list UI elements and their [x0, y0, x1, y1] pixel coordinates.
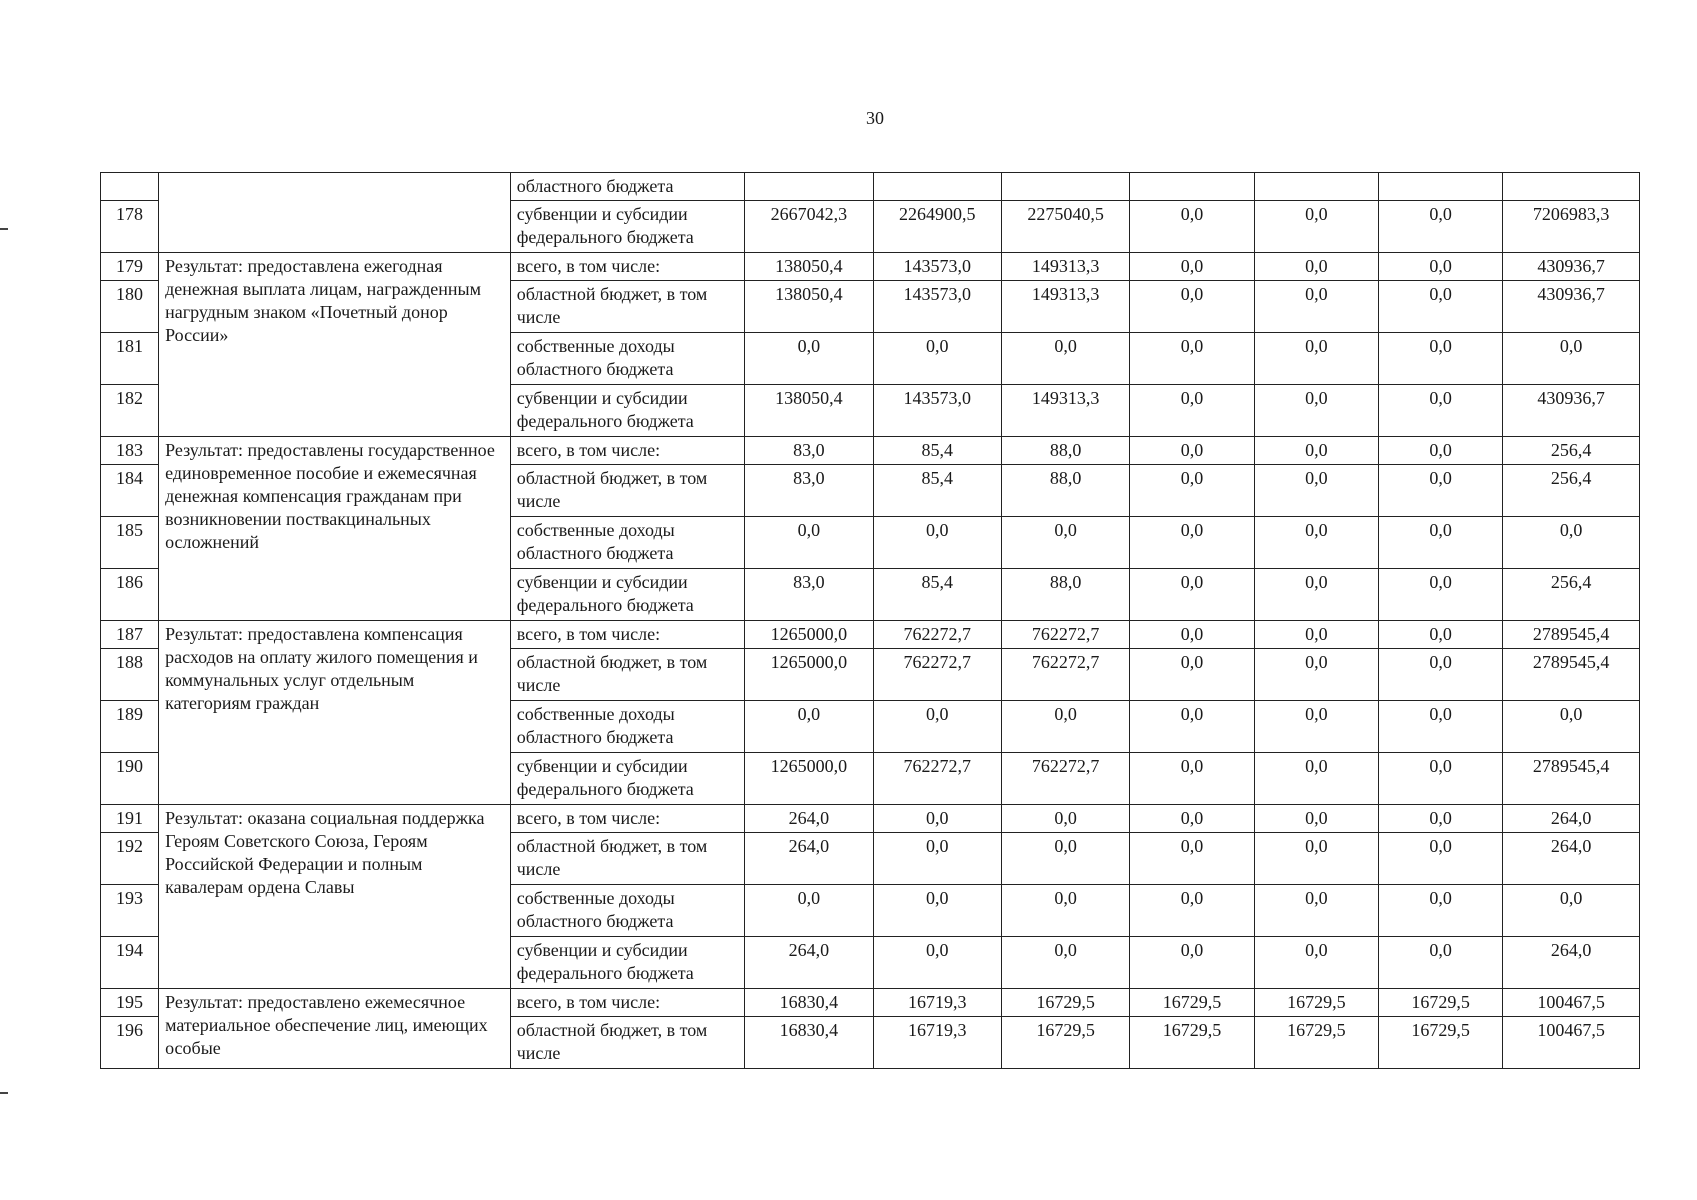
value-year-6: 0,0	[1379, 833, 1503, 885]
value-year-6: 0,0	[1379, 201, 1503, 253]
funding-source: областной бюджет, в том числе	[510, 281, 744, 333]
value-year-4: 0,0	[1130, 465, 1254, 517]
value-total: 2789545,4	[1503, 649, 1640, 701]
value-total: 0,0	[1503, 333, 1640, 385]
row-number: 191	[101, 805, 159, 833]
value-year-1: 0,0	[745, 885, 873, 937]
funding-source: всего, в том числе:	[510, 253, 744, 281]
value-year-1: 138050,4	[745, 253, 873, 281]
value-total: 0,0	[1503, 885, 1640, 937]
value-year-5: 0,0	[1254, 621, 1378, 649]
budget-table	[100, 172, 1640, 1069]
margin-mark	[0, 228, 8, 230]
result-description	[159, 173, 511, 253]
funding-source: всего, в том числе:	[510, 437, 744, 465]
value-year-4: 16729,5	[1130, 1017, 1254, 1069]
funding-source: областного бюджета	[510, 173, 744, 201]
value-year-4: 0,0	[1130, 517, 1254, 569]
value-year-1: 0,0	[745, 517, 873, 569]
value-year-3: 16729,5	[1001, 1017, 1129, 1069]
value-year-3: 16729,5	[1001, 989, 1129, 1017]
value-total: 100467,5	[1503, 1017, 1640, 1069]
value-year-3: 0,0	[1001, 937, 1129, 989]
value-year-3	[1001, 173, 1129, 201]
value-total: 264,0	[1503, 805, 1640, 833]
value-year-1: 264,0	[745, 833, 873, 885]
value-year-4: 0,0	[1130, 753, 1254, 805]
row-number: 180	[101, 281, 159, 333]
value-year-5: 16729,5	[1254, 989, 1378, 1017]
value-year-2: 762272,7	[873, 621, 1001, 649]
value-year-5: 0,0	[1254, 465, 1378, 517]
value-year-3: 762272,7	[1001, 621, 1129, 649]
row-number: 195	[101, 989, 159, 1017]
value-year-3: 149313,3	[1001, 281, 1129, 333]
value-year-5: 0,0	[1254, 253, 1378, 281]
value-year-4: 0,0	[1130, 201, 1254, 253]
row-number: 183	[101, 437, 159, 465]
value-year-4: 16729,5	[1130, 989, 1254, 1017]
value-year-1: 0,0	[745, 333, 873, 385]
value-year-6: 0,0	[1379, 805, 1503, 833]
value-year-6: 0,0	[1379, 385, 1503, 437]
funding-source: областной бюджет, в том числе	[510, 833, 744, 885]
value-year-4: 0,0	[1130, 333, 1254, 385]
value-year-6: 0,0	[1379, 437, 1503, 465]
value-year-2: 143573,0	[873, 253, 1001, 281]
value-year-2	[873, 173, 1001, 201]
value-total: 100467,5	[1503, 989, 1640, 1017]
row-number: 196	[101, 1017, 159, 1069]
budget-table-body	[101, 173, 1640, 1069]
value-year-4: 0,0	[1130, 437, 1254, 465]
value-year-3: 762272,7	[1001, 753, 1129, 805]
value-year-6: 0,0	[1379, 333, 1503, 385]
value-year-2: 0,0	[873, 333, 1001, 385]
value-year-1	[745, 173, 873, 201]
value-year-1: 83,0	[745, 437, 873, 465]
value-total: 264,0	[1503, 937, 1640, 989]
value-year-5: 0,0	[1254, 937, 1378, 989]
value-year-5: 0,0	[1254, 281, 1378, 333]
value-year-5: 0,0	[1254, 437, 1378, 465]
row-number: 192	[101, 833, 159, 885]
row-number: 188	[101, 649, 159, 701]
value-year-5: 0,0	[1254, 517, 1378, 569]
value-year-4: 0,0	[1130, 253, 1254, 281]
value-year-4: 0,0	[1130, 805, 1254, 833]
value-year-1: 264,0	[745, 937, 873, 989]
row-number: 194	[101, 937, 159, 989]
funding-source: субвенции и субсидии федерального бюджета	[510, 569, 744, 621]
value-year-1: 1265000,0	[745, 753, 873, 805]
value-year-3: 0,0	[1001, 805, 1129, 833]
value-year-3: 0,0	[1001, 701, 1129, 753]
funding-source: всего, в том числе:	[510, 989, 744, 1017]
row-number: 190	[101, 753, 159, 805]
value-year-6: 0,0	[1379, 281, 1503, 333]
value-year-2: 0,0	[873, 937, 1001, 989]
value-year-6: 0,0	[1379, 465, 1503, 517]
table-row	[101, 805, 1640, 833]
value-year-6: 0,0	[1379, 517, 1503, 569]
value-year-5: 0,0	[1254, 569, 1378, 621]
table-row	[101, 621, 1640, 649]
value-year-1: 264,0	[745, 805, 873, 833]
row-number	[101, 173, 159, 201]
row-number: 187	[101, 621, 159, 649]
value-year-1: 83,0	[745, 569, 873, 621]
value-year-4: 0,0	[1130, 569, 1254, 621]
funding-source: всего, в том числе:	[510, 805, 744, 833]
funding-source: субвенции и субсидии федерального бюджета	[510, 201, 744, 253]
value-year-3: 0,0	[1001, 885, 1129, 937]
value-year-6: 0,0	[1379, 253, 1503, 281]
value-year-3: 2275040,5	[1001, 201, 1129, 253]
value-year-1: 2667042,3	[745, 201, 873, 253]
value-year-3: 0,0	[1001, 833, 1129, 885]
value-total: 256,4	[1503, 465, 1640, 517]
value-total: 2789545,4	[1503, 621, 1640, 649]
value-year-4: 0,0	[1130, 885, 1254, 937]
row-number: 179	[101, 253, 159, 281]
value-year-5: 0,0	[1254, 333, 1378, 385]
value-year-5: 0,0	[1254, 385, 1378, 437]
value-year-6	[1379, 173, 1503, 201]
value-year-5: 0,0	[1254, 701, 1378, 753]
value-year-5: 0,0	[1254, 201, 1378, 253]
value-year-2: 143573,0	[873, 281, 1001, 333]
value-total	[1503, 173, 1640, 201]
value-year-6: 0,0	[1379, 569, 1503, 621]
value-total: 430936,7	[1503, 385, 1640, 437]
value-year-2: 143573,0	[873, 385, 1001, 437]
value-year-2: 762272,7	[873, 753, 1001, 805]
value-year-5: 0,0	[1254, 833, 1378, 885]
result-description: Результат: предоставлены государственное единовременное пособие и ежемесячная денежная компенсация гражданам при возникновении поствакцинальных осложнений	[159, 437, 511, 621]
value-year-3: 88,0	[1001, 569, 1129, 621]
table-row	[101, 989, 1640, 1017]
table-row	[101, 253, 1640, 281]
value-total: 0,0	[1503, 517, 1640, 569]
value-year-2: 0,0	[873, 805, 1001, 833]
value-year-4: 0,0	[1130, 385, 1254, 437]
value-year-6: 0,0	[1379, 753, 1503, 805]
value-year-3: 762272,7	[1001, 649, 1129, 701]
value-year-5	[1254, 173, 1378, 201]
value-year-2: 85,4	[873, 437, 1001, 465]
value-year-2: 16719,3	[873, 989, 1001, 1017]
value-total: 430936,7	[1503, 253, 1640, 281]
value-year-4: 0,0	[1130, 701, 1254, 753]
value-year-3: 0,0	[1001, 517, 1129, 569]
value-year-2: 16719,3	[873, 1017, 1001, 1069]
value-total: 256,4	[1503, 437, 1640, 465]
value-year-4	[1130, 173, 1254, 201]
value-total: 7206983,3	[1503, 201, 1640, 253]
value-total: 2789545,4	[1503, 753, 1640, 805]
table-row	[101, 173, 1640, 201]
result-description: Результат: предоставлена ежегодная денежная выплата лицам, награжденным нагрудным знаком «Почетный донор России»	[159, 253, 511, 437]
value-total: 264,0	[1503, 833, 1640, 885]
value-year-5: 0,0	[1254, 649, 1378, 701]
row-number: 182	[101, 385, 159, 437]
value-total: 430936,7	[1503, 281, 1640, 333]
value-year-6: 0,0	[1379, 701, 1503, 753]
value-year-3: 149313,3	[1001, 253, 1129, 281]
value-year-2: 762272,7	[873, 649, 1001, 701]
value-year-2: 85,4	[873, 569, 1001, 621]
value-year-2: 2264900,5	[873, 201, 1001, 253]
value-total: 0,0	[1503, 701, 1640, 753]
value-year-5: 0,0	[1254, 753, 1378, 805]
funding-source: собственные доходы областного бюджета	[510, 885, 744, 937]
row-number: 185	[101, 517, 159, 569]
value-year-1: 83,0	[745, 465, 873, 517]
value-year-1: 0,0	[745, 701, 873, 753]
value-year-3: 149313,3	[1001, 385, 1129, 437]
value-year-6: 0,0	[1379, 621, 1503, 649]
value-year-2: 85,4	[873, 465, 1001, 517]
value-year-6: 16729,5	[1379, 1017, 1503, 1069]
value-year-3: 0,0	[1001, 333, 1129, 385]
value-year-5: 16729,5	[1254, 1017, 1378, 1069]
value-year-2: 0,0	[873, 833, 1001, 885]
row-number: 186	[101, 569, 159, 621]
value-year-3: 88,0	[1001, 465, 1129, 517]
value-year-1: 1265000,0	[745, 649, 873, 701]
value-year-2: 0,0	[873, 517, 1001, 569]
funding-source: собственные доходы областного бюджета	[510, 333, 744, 385]
value-year-1: 138050,4	[745, 281, 873, 333]
row-number: 193	[101, 885, 159, 937]
value-year-6: 0,0	[1379, 937, 1503, 989]
row-number: 181	[101, 333, 159, 385]
value-year-2: 0,0	[873, 885, 1001, 937]
value-total: 256,4	[1503, 569, 1640, 621]
funding-source: областной бюджет, в том числе	[510, 1017, 744, 1069]
value-year-1: 138050,4	[745, 385, 873, 437]
funding-source: областной бюджет, в том числе	[510, 649, 744, 701]
row-number: 178	[101, 201, 159, 253]
funding-source: субвенции и субсидии федерального бюджета	[510, 937, 744, 989]
value-year-4: 0,0	[1130, 833, 1254, 885]
value-year-4: 0,0	[1130, 621, 1254, 649]
result-description: Результат: предоставлена компенсация расходов на оплату жилого помещения и коммунальных услуг отдельным категориям граждан	[159, 621, 511, 805]
funding-source: областной бюджет, в том числе	[510, 465, 744, 517]
row-number: 184	[101, 465, 159, 517]
value-year-6: 16729,5	[1379, 989, 1503, 1017]
value-year-1: 1265000,0	[745, 621, 873, 649]
value-year-6: 0,0	[1379, 885, 1503, 937]
value-year-1: 16830,4	[745, 1017, 873, 1069]
row-number: 189	[101, 701, 159, 753]
funding-source: собственные доходы областного бюджета	[510, 701, 744, 753]
value-year-4: 0,0	[1130, 281, 1254, 333]
result-description: Результат: оказана социальная поддержка Героям Советского Союза, Героям Российской Федерации и полным кавалерам ордена Славы	[159, 805, 511, 989]
value-year-5: 0,0	[1254, 805, 1378, 833]
value-year-1: 16830,4	[745, 989, 873, 1017]
margin-mark	[0, 1092, 8, 1094]
value-year-6: 0,0	[1379, 649, 1503, 701]
value-year-5: 0,0	[1254, 885, 1378, 937]
result-description: Результат: предоставлено ежемесячное материальное обеспечение лиц, имеющих особые	[159, 989, 511, 1069]
funding-source: субвенции и субсидии федерального бюджета	[510, 753, 744, 805]
table-row	[101, 437, 1640, 465]
value-year-2: 0,0	[873, 701, 1001, 753]
value-year-4: 0,0	[1130, 649, 1254, 701]
funding-source: собственные доходы областного бюджета	[510, 517, 744, 569]
value-year-3: 88,0	[1001, 437, 1129, 465]
value-year-4: 0,0	[1130, 937, 1254, 989]
funding-source: всего, в том числе:	[510, 621, 744, 649]
funding-source: субвенции и субсидии федерального бюджета	[510, 385, 744, 437]
page-number: 30	[866, 108, 884, 128]
